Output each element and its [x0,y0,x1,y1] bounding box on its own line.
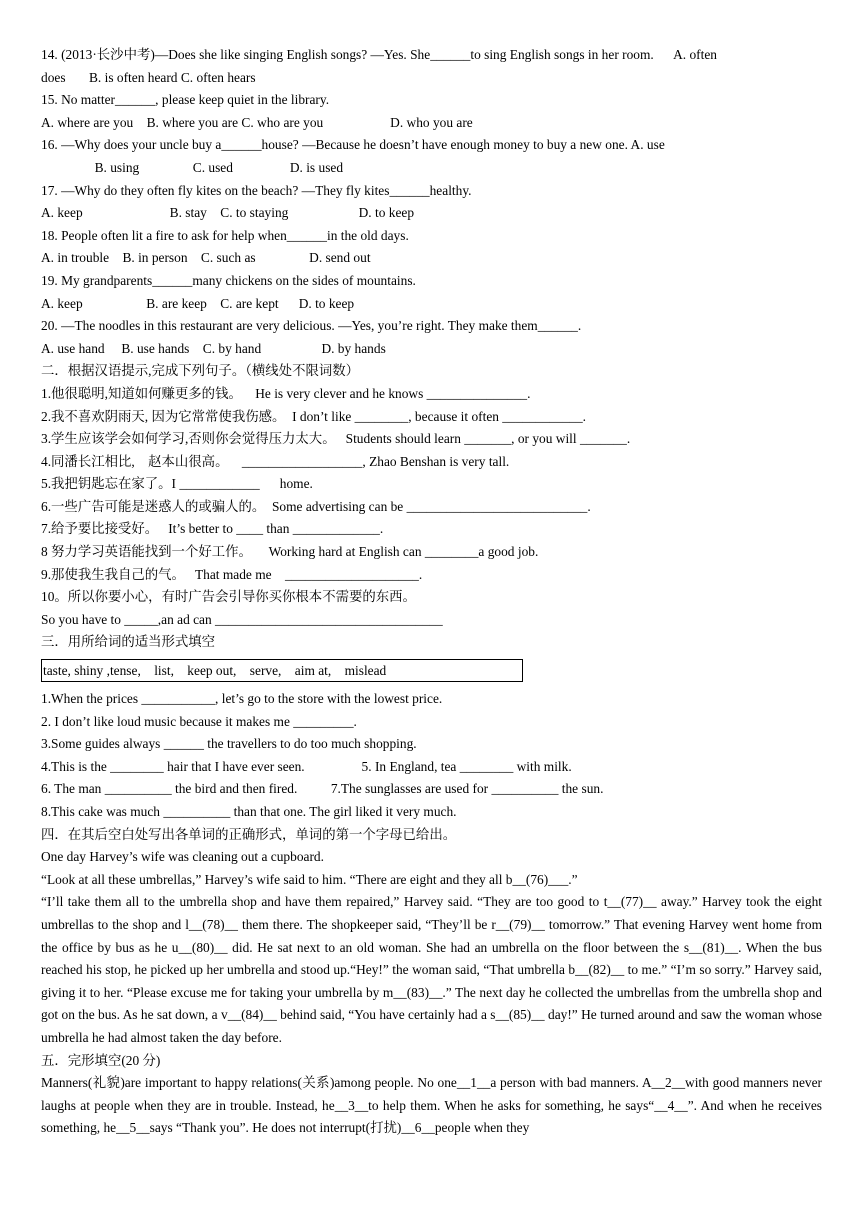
question-14-options: does B. is often heard C. often hears [41,69,256,85]
question-18: 18. People often lit a fire to ask for help when______in the old days. [41,227,409,243]
passage-line: “Look at all these umbrellas,” Harvey’s wife said to him. “There are eight and they all b__(76)___.” [41,871,578,887]
word-form-item: 3.Some guides always ______ the travellers to do too much shopping. [41,736,417,752]
question-19-options: A. keep B. are keep C. are kept D. to keep [41,295,355,311]
spelling-section [41,824,822,1050]
translation-item: 7.给予要比接受好。 It’s better to ____ than _____________. [41,521,384,537]
word-form-item: 8.This cake was much __________ than that one. The girl liked it very much. [41,804,457,819]
word-form-section [41,631,822,823]
section-3-title: 三．用所给词的适当形式填空 [41,634,216,650]
translation-item: 9.那使我生我自己的气。 That made me ____________________. [41,566,423,582]
passage-line: One day Harvey’s wife was cleaning out a cupboard. [41,849,324,865]
translation-item: 8 努力学习英语能找到一个好工作。 Working hard at English can ________a good job. [41,544,539,560]
word-form-item: 1.When the prices ___________, let’s go to the store with the lowest price. [41,691,443,707]
translation-item: 3.学生应该学会如何学习,否则你会觉得压力太大。 Students should learn _______, or you will _______. [41,431,631,447]
question-19: 19. My grandparents______many chickens on the sides of mountains. [41,272,416,288]
question-16-options: B. using C. used D. is used [41,159,344,175]
word-form-item: 6. The man __________ the bird and then fired. 7.The sunglasses are used for __________ the sun. [41,781,604,797]
translation-item: 5.我把钥匙忘在家了。I ____________ home. [41,476,313,492]
passage-paragraph: “I’ll take them all to the umbrella shop and have them repaired,” Harvey said. “They are too good to t__(77)__ away.” Harvey took the eight umbrellas to the shop and l__(78)__ them there. The shopkeeper said, “They’ll be r__(79)__ tomorrow.” That evening Harvey went home from the office by bus as he u__(80)__ did. He sat next to an old woman. She had an umbrella on the floor between the s__(81)__. When the bus reached his stop, he picked up her umbrella and stood up.“Hey!” the woman said, “That umbrella b__(82)__ to me.” “I’m so sorry.” Harvey said, giving it to her. “Please excuse me for taking your umbrella by m__(83)__.” The next day he collected the umbrellas from the umbrella shop and got on the bus. As he sat down, a v__(84)__ behind said, “You have certainly had a s__(85)__ day!” He turned around and saw the woman whose umbrella he had almost taken the day before. [41,894,822,1045]
translation-item: 1.他很聪明,知道如何赚更多的钱。 He is very clever and he knows _______________. [41,385,531,401]
translation-item: So you have to _____,an ad can __________________________________ [41,611,443,627]
question-20: 20. —The noodles in this restaurant are very delicious. —Yes, you’re right. They make them______. [41,318,582,334]
question-16: 16. —Why does your uncle buy a______house? —Because he doesn’t have enough money to buy a new one. A. use [41,137,665,153]
translation-item: 6.一些广告可能是迷惑人的或骗人的。 Some advertising can be ___________________________. [41,498,591,514]
translation-item: 4.同潘长江相比, 赵本山很高。 __________________, Zhao Benshan is very tall. [41,453,510,469]
multiple-choice-section [41,44,822,360]
question-20-options: A. use hand B. use hands C. by hand D. by hands [41,340,386,356]
translation-section [41,360,822,631]
question-14: 14. (2013·长沙中考)—Does she like singing English songs? —Yes. She______to sing English songs in her room. A. often [41,47,717,62]
section-5-title: 五．完形填空(20 分) [41,1052,161,1068]
question-15-options: A. where are you B. where you are C. who are you D. who you are [41,114,473,130]
cloze-section [41,1050,822,1140]
worksheet-page [41,44,822,1140]
question-17-options: A. keep B. stay C. to staying D. to keep [41,205,415,221]
cloze-paragraph: Manners(礼貌)are important to happy relations(关系)among people. No one__1__a person with bad manners. A__2__with good manners never laughs at people when they are in trouble. Instead, he__3__to help them. When he asks for something, he says“__4__”. And when he receives something, he__5__says “Thank you”. He does not interrupt(打扰)__6__people when they [41,1075,822,1136]
question-15: 15. No matter______, please keep quiet in the library. [41,92,330,108]
word-bank-box: taste, shiny ,tense, list, keep out, serve, aim at, mislead [41,659,523,682]
section-4-title: 四．在其后空白处写出各单词的正确形式，单词的第一个字母已给出。 [41,826,457,842]
word-form-item: 2. I don’t like loud music because it makes me _________. [41,713,357,729]
word-form-item: 4.This is the ________ hair that I have ever seen. 5. In England, tea ________ with milk. [41,758,572,774]
translation-item: 10。所以你要小心，有时广告会引导你买你根本不需要的东西。 [41,589,416,605]
question-17: 17. —Why do they often fly kites on the beach? —They fly kites______healthy. [41,182,472,198]
translation-item: 2.我不喜欢阴雨天, 因为它常常使我伤感。 I don’t like ________, because it often ____________. [41,408,586,424]
question-18-options: A. in trouble B. in person C. such as D. send out [41,250,371,266]
section-2-title: 二．根据汉语提示,完成下列句子。（横线处不限词数） [41,363,360,379]
